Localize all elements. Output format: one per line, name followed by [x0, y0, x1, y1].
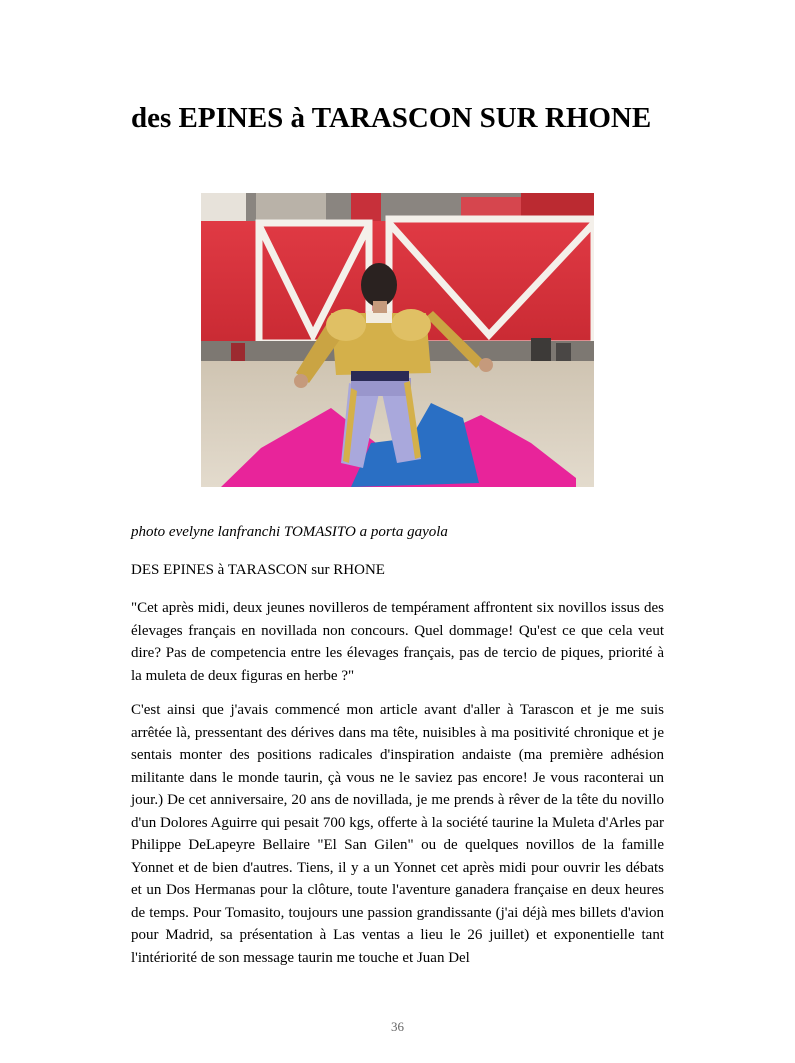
paragraph-intro: "Cet après midi, deux jeunes novilleros de tempérament affrontent six novillos issus des élevages français en novillada non concours. Quel dommage! Qu'est ce que cela veut dire? Pas de competencia entre les élevages français, pas de tercio de piques, priorité à la muleta de deux figuras en herbe ?" [131, 600, 664, 684]
bullfight-photo [201, 193, 594, 487]
photo-caption: photo evelyne lanfranchi TOMASITO a porta gayola [131, 524, 448, 540]
article-subheading: DES EPINES à TARASCON sur RHONE [131, 562, 385, 578]
paragraph-body: C'est ainsi que j'avais commencé mon article avant d'aller à Tarascon et je me suis arrêtée là, pressentant des dérives dans ma tête, nuisibles à ma positivité chronique et je sentais monter des positions radicales d'inspiration andaiste (ma première adhésion militante dans le monde taurin, çà vous ne le saviez pas encore! Je vous raconterai un jour.) De cet anniversaire, 20 ans de novillada, je me prends à rêver de la tête du novillo d'un Dolores Aguirre qui pesait 700 kgs, offerte à la société taurine la Muleta d'Arles par Philippe DeLapeyre Bellaire "El San Gilen" ou de quelques novillos de la famille Yonnet et de bien d'autres. Tiens, il y a un Yonnet cet après midi pour ouvrir les débats et un Dos Hermanas pour la clôture, toute l'aventure ganadera française en deux heures de temps. Pour Tomasito, toujours une passion grandissante (j'ai déjà mes billets d'avion pour Madrid, sa présentation à Las ventas a lieu le 26 juillet) et exponentielle tant l'intériorité de son message taurin me touche et Juan Del [131, 702, 664, 966]
page-number: 36 [391, 1019, 404, 1034]
article-title: des EPINES à TARASCON SUR RHONE [131, 102, 652, 134]
